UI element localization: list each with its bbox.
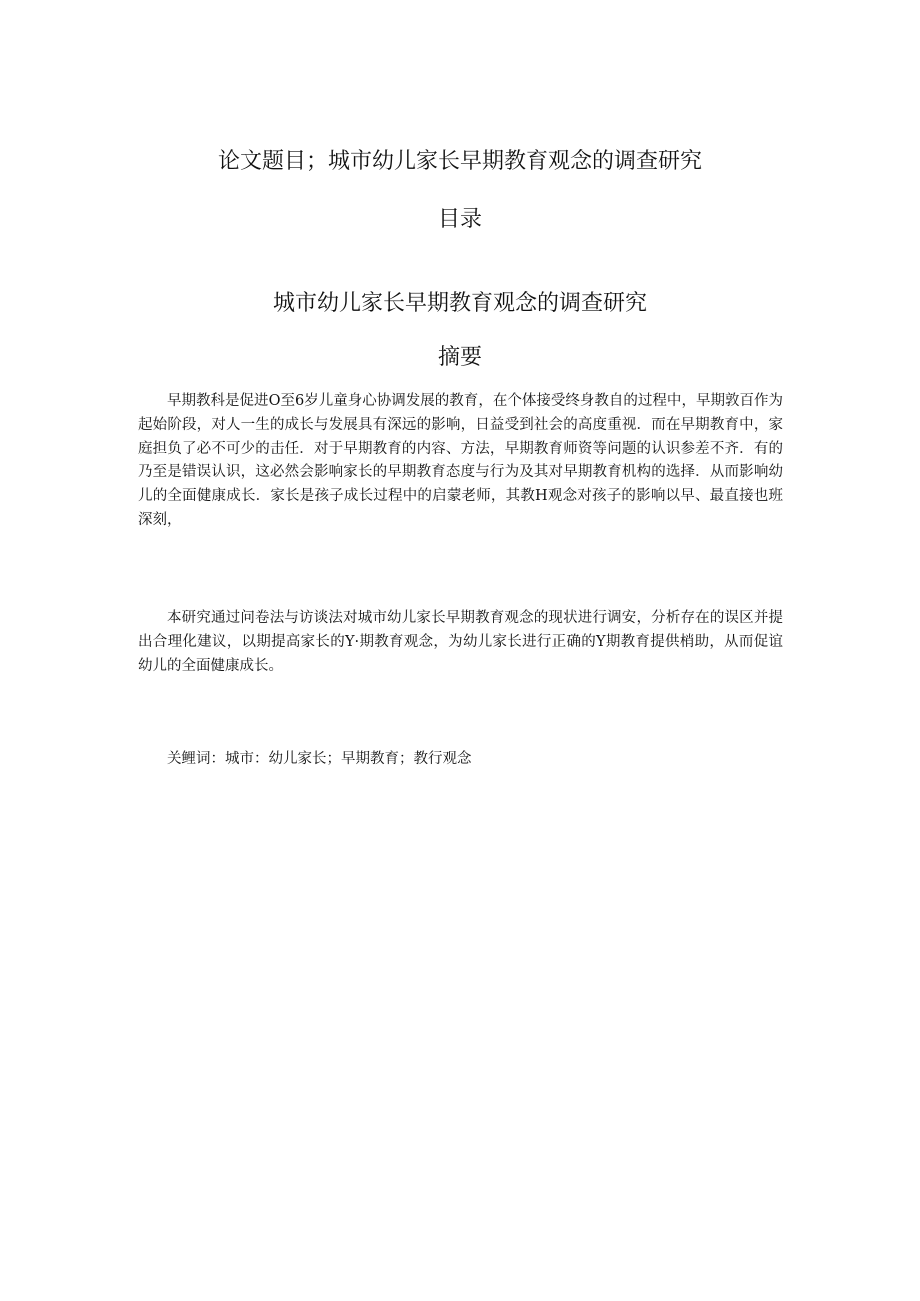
table-of-contents-title: 目录 (437, 207, 482, 232)
thesis-title: 论文题目；城市幼儿家长早期教育观念的调查研究 (217, 149, 702, 174)
abstract-paragraph: 本研究通过问卷法与访谈法对城市幼儿家长早期教育观念的现状进行调安，分析存在的误区并提出合理化建议，以期提高家长的Y·期教育观念，为幼儿家长进行正确的Y期教育提供梢助，从而促谊幼儿的全面健康成长。 (138, 610, 783, 674)
abstract-title: 摘要 (437, 345, 482, 370)
abstract-paragraph: 早期教科是促进O至6岁儿童身心协调发展的教育，在个体接受终身教自的过程中，早期敦百作为起始阶段，对人一生的成长与发展具有深远的影响，日益受到社会的高度重视．而在早期教育中，家庭担负了必不可少的击任．对于早期教育的内容、方法，早期教育师资等问题的认识参差不齐．有的乃至是错误认识，这必然会影响家长的早期教育态度与行为及其对早期教育机构的选择．从而影响幼儿的全面健康成长．家长是孩子成长过程中的启蒙老师，其教H观念对孩子的影响以早、最直接也班深刻， (138, 393, 783, 528)
paper-title: 城市幼儿家长早期教育观念的调查研究 (272, 291, 647, 316)
keywords-line: 关鲤词：城市：幼儿家长；早期教育；教行观念 (167, 751, 472, 767)
